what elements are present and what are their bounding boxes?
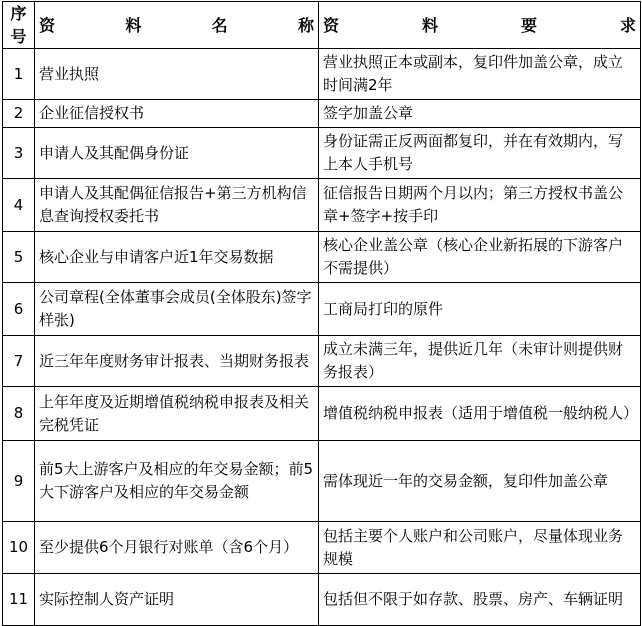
table-row xyxy=(3,336,641,387)
table-row xyxy=(3,441,641,522)
material-requirement: 包括主要个人账户和公司账户，尽量体现业务规模 xyxy=(319,522,641,574)
header-material-name: 资 料 名 称 xyxy=(35,2,319,49)
material-requirement: 包括但不限于如存款、股票、房产、车辆证明 xyxy=(319,574,641,626)
header-row xyxy=(3,2,641,49)
material-name: 申请人及其配偶身份证 xyxy=(35,128,319,179)
row-number: 1 xyxy=(3,49,35,100)
table-row xyxy=(3,179,641,232)
material-requirement: 身份证需正反两面都复印，并在有效期内，写上本人手机号 xyxy=(319,128,641,179)
row-number: 11 xyxy=(3,574,35,626)
row-number: 10 xyxy=(3,522,35,574)
material-name: 企业征信授权书 xyxy=(35,100,319,128)
row-number: 8 xyxy=(3,387,35,441)
table-row xyxy=(3,100,641,128)
header-no: 序号 xyxy=(3,2,35,49)
table-row xyxy=(3,49,641,100)
material-name: 营业执照 xyxy=(35,49,319,100)
table-row xyxy=(3,128,641,179)
material-name: 实际控制人资产证明 xyxy=(35,574,319,626)
material-name: 申请人及其配偶征信报告+第三方机构信息查询授权委托书 xyxy=(35,179,319,232)
material-name: 近三年年度财务审计报表、当期财务报表 xyxy=(35,336,319,387)
material-requirement: 征信报告日期两个月以内；第三方授权书盖公章+签字+按手印 xyxy=(319,179,641,232)
row-number: 9 xyxy=(3,441,35,522)
materials-table xyxy=(2,1,641,626)
material-requirement: 营业执照正本或副本，复印件加盖公章，成立时间满2年 xyxy=(319,49,641,100)
header-material-requirement: 资 料 要 求 xyxy=(319,2,641,49)
row-number: 7 xyxy=(3,336,35,387)
table-row xyxy=(3,522,641,574)
material-requirement: 需体现近一年的交易金额，复印件加盖公章 xyxy=(319,441,641,522)
material-name: 公司章程(全体董事会成员(全体股东)签字样张) xyxy=(35,283,319,336)
material-requirement: 成立未满三年，提供近几年（未审计则提供财务报表） xyxy=(319,336,641,387)
material-name: 前5大上游客户及相应的年交易金额；前5大下游客户及相应的年交易金额 xyxy=(35,441,319,522)
table-row xyxy=(3,574,641,626)
material-requirement: 签字加盖公章 xyxy=(319,100,641,128)
material-requirement: 工商局打印的原件 xyxy=(319,283,641,336)
row-number: 2 xyxy=(3,100,35,128)
row-number: 6 xyxy=(3,283,35,336)
material-name: 上年年度及近期增值税纳税申报表及相关完税凭证 xyxy=(35,387,319,441)
material-requirement: 核心企业盖公章（核心企业新拓展的下游客户不需提供） xyxy=(319,232,641,283)
material-name: 至少提供6个月银行对账单（含6个月） xyxy=(35,522,319,574)
row-number: 3 xyxy=(3,128,35,179)
row-number: 5 xyxy=(3,232,35,283)
table-row xyxy=(3,283,641,336)
table-row xyxy=(3,232,641,283)
row-number: 4 xyxy=(3,179,35,232)
table-row xyxy=(3,387,641,441)
material-requirement: 增值税纳税申报表（适用于增值税一般纳税人） xyxy=(319,387,641,441)
material-name: 核心企业与申请客户近1年交易数据 xyxy=(35,232,319,283)
